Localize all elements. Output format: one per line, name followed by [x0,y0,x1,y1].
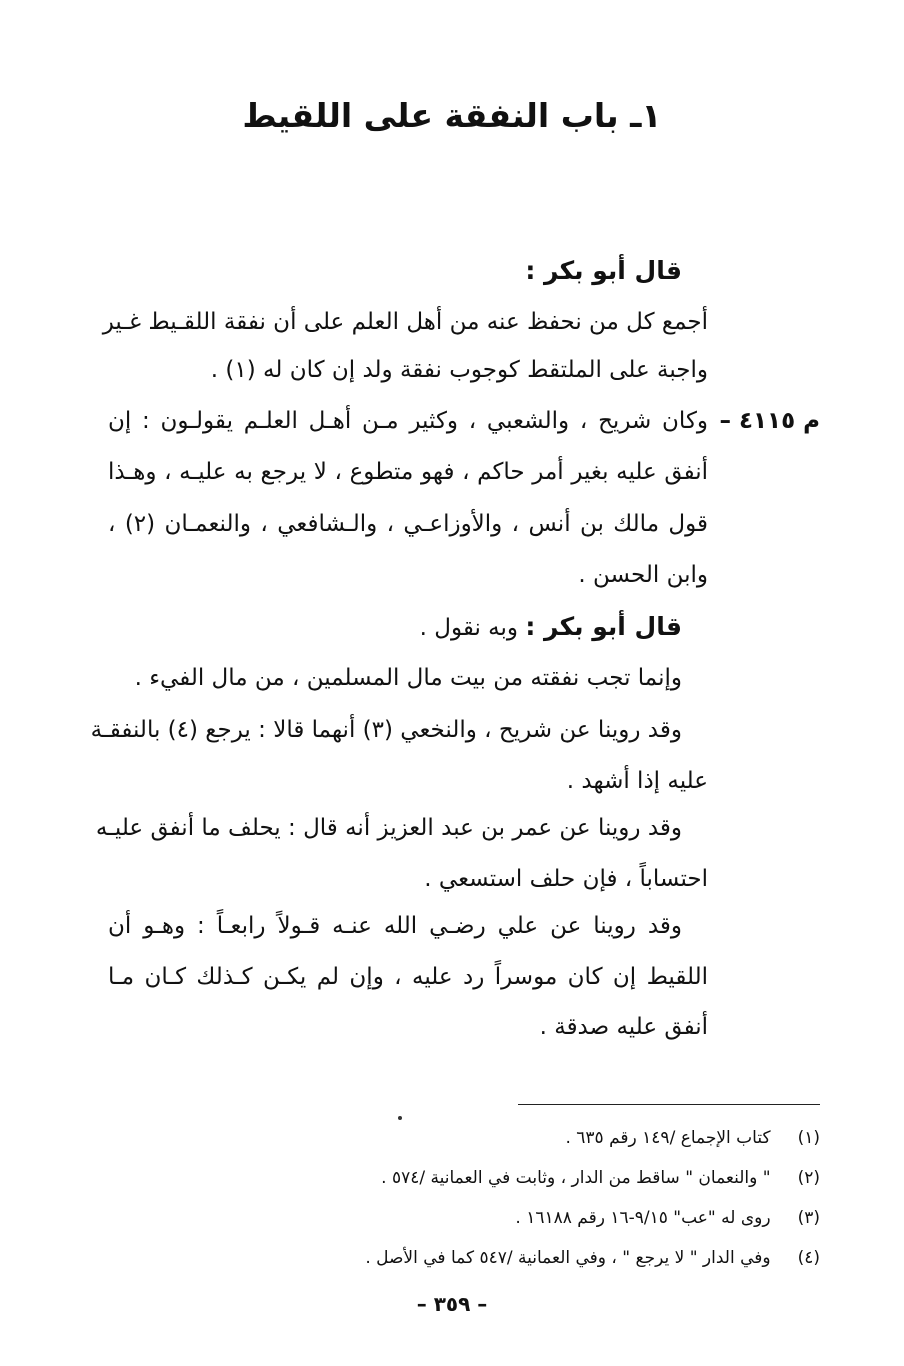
footnote-number: (٣) [797,1208,820,1228]
speaker-heading: قال أبو بكر : [525,612,682,641]
footnote [381,1166,820,1190]
text-line: قول مالك بن أنس ، والأوزاعـي ، والـشافعي ، والنعمـان (٢) ، [108,511,708,537]
text-line: وابن الحسن . [578,562,708,588]
text-line: عليه إذا أشهد . [566,768,708,794]
text-line: احتساباً ، فإن حلف استسعي . [424,866,708,892]
chapter-title: ١ـ باب النفقة على اللقيط [242,96,662,135]
text-line: وقد روينا عن شريح ، والنخعي (٣) أنهما قالا : يرجع (٤) بالنفقـة [90,717,682,743]
text-line: وإنما تجب نفقته من بيت مال المسلمين ، من مال الفيء . [134,665,682,691]
footnote-separator [518,1104,820,1105]
text-line: واجبة على الملتقط كوجوب نفقة ولد إن كان له (١) . [210,357,708,383]
text-line: اللقيط إن كان موسراً رد عليه ، وإن لم يكـن كـذلك كـان مـا [108,964,708,990]
print-dot [398,1116,402,1120]
text-line: أنفق عليه بغير أمر حاكم ، فهو متطوع ، لا يرجع به عليـه ، وهـذا [108,459,708,485]
text-line: وكان شريح ، والشعبي ، وكثير مـن أهـل العلـم يقولـون : إن [108,408,708,434]
footnote-number: (١) [797,1128,820,1148]
footnote-text: كتاب الإجماع /١٤٩ رقم ٦٣٥ . [565,1128,771,1148]
page-number: – ٣٥٩ – [416,1292,488,1316]
footnote [515,1206,820,1230]
footnote-number: (٤) [797,1248,820,1268]
text-line: وقد روينا عن علي رضـي الله عنـه قـولاً رابعـاً : وهـو أن [108,913,682,939]
speaker-heading: قال أبو بكر : [525,256,682,285]
speaker-text: وبه نقول . [419,615,519,641]
footnote-text: " والنعمان " ساقط من الدار ، وثابت في العمانية /٥٧٤ . [381,1168,771,1188]
footnote-text: وفي الدار " لا يرجع " ، وفي العمانية /٥٤٧ كما في الأصل . [365,1248,771,1268]
text-line: أجمع كل من نحفظ عنه من أهل العلم على أن نفقة اللقـيط غـير [102,309,708,335]
text-line: وقد روينا عن عمر بن عبد العزيز أنه قال : يحلف ما أنفق عليـه [95,815,682,841]
footnote-number: (٢) [797,1168,820,1188]
footnote-text: روى له "عب" ٩/١٥-١٦ رقم ١٦١٨٨ . [515,1208,771,1228]
item-number: م ٤١١٥ – [719,408,820,434]
text-line: أنفق عليه صدقة . [539,1014,708,1040]
footnote [565,1126,820,1150]
footnote [365,1246,820,1270]
speaker-line [420,612,682,643]
